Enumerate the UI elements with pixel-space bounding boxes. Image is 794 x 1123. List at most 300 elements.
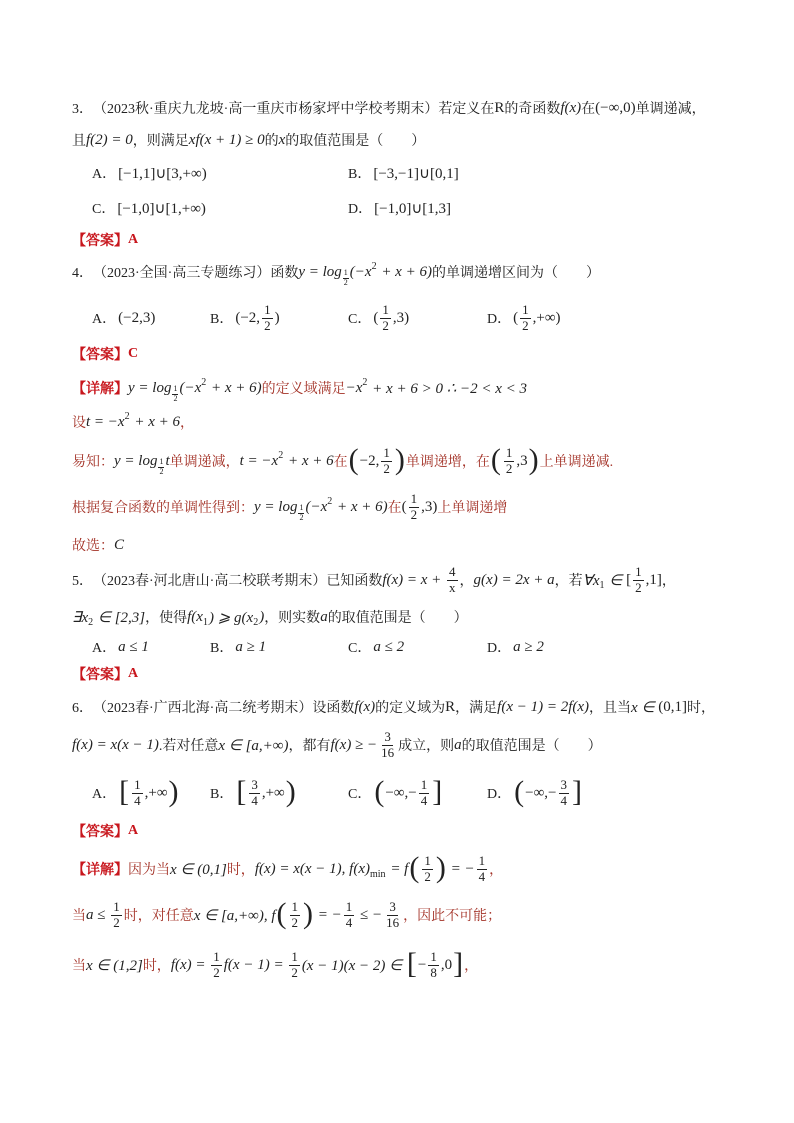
math-expression: f(x) <box>354 698 376 715</box>
large-bracket: [ <box>236 775 247 808</box>
math-expression: xf(x + 1) ≥ 0 <box>188 131 265 148</box>
math-expression: (−2,3) <box>118 309 156 326</box>
option-value <box>118 310 155 327</box>
math-expression: a ≤ <box>86 906 110 923</box>
fraction <box>384 900 401 930</box>
text-run: 上单调递增 <box>437 501 508 516</box>
math-expression: ) <box>274 309 280 326</box>
math-expression: − <box>417 956 427 973</box>
detail-label: 【详解】 <box>72 863 128 878</box>
text-run: 当 <box>72 909 86 924</box>
detail-text <box>72 443 614 476</box>
text-run: 单调递增，在 <box>405 455 490 470</box>
math-expression: [−1,1]∪[3,+∞) <box>118 165 207 182</box>
math-expression: ∈ <box>605 572 627 589</box>
question-5-stem-text <box>326 565 676 595</box>
question-6-detail-line-3 <box>72 945 478 985</box>
option-label: B． <box>210 312 234 327</box>
question-6-detail-line-2 <box>72 895 501 935</box>
option-value <box>513 639 544 656</box>
large-bracket: ) <box>303 897 314 930</box>
question-3-option-b <box>348 153 459 193</box>
fraction-denominator: 4 <box>134 792 141 808</box>
option-label: C． <box>348 787 372 802</box>
fraction-numerator: 1 <box>343 267 348 277</box>
fraction-numerator: 1 <box>113 899 120 915</box>
question-6-detail-line-1 <box>72 849 503 889</box>
answer-value: A <box>128 666 139 681</box>
option-label: B． <box>210 641 234 656</box>
math-expression: (−x <box>179 379 202 396</box>
math-expression: a ≥ 1 <box>235 638 267 655</box>
option-label: A． <box>92 167 117 182</box>
math-expression: [−1,0]∪[1,+∞) <box>117 200 206 217</box>
text-run: ，使得 <box>145 611 188 626</box>
text-run: 在 <box>333 455 348 470</box>
question-source: （2023春·河北唐山·高二校联考期末） <box>93 574 327 589</box>
fraction-numerator: 1 <box>420 777 428 793</box>
answer-label: 【答案】 <box>72 668 128 683</box>
math-expression: a <box>320 608 328 625</box>
question-6-stem-line-2 <box>72 725 602 765</box>
fraction-denominator: 2 <box>159 466 164 476</box>
math-expression: −∞,− <box>385 784 417 801</box>
math-expression: ,+∞ <box>261 784 285 801</box>
answer-label: 【答案】 <box>72 348 128 363</box>
fraction-denominator: 8 <box>430 964 437 980</box>
question-4-option-a <box>92 298 155 338</box>
text-run: 设 <box>72 416 86 431</box>
fraction-numerator: 1 <box>345 899 353 915</box>
option-value <box>373 639 404 656</box>
fraction <box>428 950 439 980</box>
math-expression: y = log <box>114 452 158 469</box>
large-bracket: ) <box>528 443 539 476</box>
option-value <box>117 199 206 218</box>
large-bracket: [ <box>119 775 130 808</box>
option-value <box>235 303 279 333</box>
math-expression: f(x − 1) = <box>223 956 288 973</box>
fraction-numerator: 1 <box>410 491 418 507</box>
math-expression: ∈ [2,3] <box>94 609 146 626</box>
math-expression: + x + 6) <box>207 379 262 396</box>
math-expression: ∃x <box>72 609 89 626</box>
answer-value: A <box>128 232 139 247</box>
question-5-stem-text <box>72 607 468 627</box>
fraction-numerator: 4 <box>449 564 456 580</box>
option-value <box>235 639 266 656</box>
math-expression: a ≥ 2 <box>513 638 544 655</box>
text-run: 的取值范围是（ ） <box>327 611 468 626</box>
question-4-detail-line-5 <box>72 525 124 565</box>
math-expression: y = log <box>254 498 298 515</box>
math-expression: a <box>454 736 462 753</box>
math-expression: g(x) = 2x + a <box>473 571 555 588</box>
text-run: 已知函数 <box>326 574 383 589</box>
math-expression: = − <box>446 860 475 877</box>
math-expression: ,+∞) <box>532 309 561 326</box>
text-run: 函数 <box>270 266 299 281</box>
answer-label: 【答案】 <box>72 234 128 249</box>
text-run: 成立，则 <box>398 739 455 754</box>
math-expression: y = log <box>128 379 172 396</box>
text-run: 当 <box>72 959 86 974</box>
text-run: 的定义域满足 <box>261 382 346 397</box>
log-base-fraction <box>298 504 304 523</box>
fraction-denominator: 4 <box>478 868 486 884</box>
text-run: 的取值范围是（ ） <box>461 739 602 754</box>
fraction <box>289 950 300 980</box>
math-expression: R <box>445 698 456 715</box>
fraction <box>111 900 122 930</box>
text-run: 时， <box>226 863 255 878</box>
option-label: C． <box>92 202 116 217</box>
fraction-denominator: 2 <box>299 512 304 522</box>
fraction-numerator: 1 <box>291 899 299 915</box>
question-4-option-c <box>348 298 409 338</box>
fraction-numerator: 1 <box>291 949 298 965</box>
text-run: ，且当 <box>589 701 632 716</box>
fraction <box>381 446 392 476</box>
text-run: 的奇函数 <box>504 102 561 117</box>
large-bracket: ( <box>490 443 501 476</box>
math-expression: ,1] <box>645 571 662 588</box>
fraction-denominator: 2 <box>635 579 642 595</box>
option-label: B． <box>210 787 234 802</box>
text-run: ， <box>489 863 504 878</box>
question-4-option-b <box>210 298 280 338</box>
detail-text <box>72 535 124 555</box>
text-run: 且 <box>72 134 86 149</box>
fraction <box>249 778 260 808</box>
fraction-numerator: 1 <box>134 777 141 793</box>
fraction-denominator: 2 <box>383 460 390 476</box>
large-bracket: ( <box>514 775 525 808</box>
subscript: min <box>370 868 386 880</box>
math-expression: ∀x <box>582 572 600 589</box>
math-expression: −x <box>345 379 363 396</box>
superscript: 2 <box>362 376 368 388</box>
option-value <box>373 775 443 808</box>
math-expression: [−1,0]∪[1,3] <box>374 200 452 217</box>
text-run: 易知： <box>72 455 114 470</box>
math-expression: f(x) ≥ − <box>330 736 378 753</box>
fraction-denominator: 16 <box>386 914 400 930</box>
fraction-denominator: 2 <box>343 277 348 287</box>
fraction-denominator: 2 <box>410 506 418 522</box>
text-run: 时， <box>687 701 716 716</box>
question-5-stem-line-1 <box>72 560 676 600</box>
fraction <box>380 303 391 333</box>
option-value <box>118 775 179 808</box>
question-5-option-d <box>487 627 544 667</box>
fraction-numerator: 3 <box>389 899 396 915</box>
text-run: ， <box>459 574 474 589</box>
option-label: A． <box>92 312 117 327</box>
text-run: ， <box>464 959 479 974</box>
math-expression: + x + 6 <box>284 452 334 469</box>
fraction <box>520 303 531 333</box>
option-label: B． <box>348 167 372 182</box>
question-6-stem-text <box>312 697 715 717</box>
detail-text <box>128 376 528 403</box>
question-3-option-a <box>92 153 207 193</box>
question-source: （2023春·广西北海·高二统考期末） <box>93 701 313 716</box>
fraction-denominator: 16 <box>381 744 395 760</box>
fraction-denominator: 2 <box>424 868 431 884</box>
math-expression: = f <box>386 860 409 877</box>
fraction-denominator: 2 <box>522 317 529 333</box>
text-run: ，都有 <box>288 739 331 754</box>
fraction-denominator: 2 <box>173 393 178 403</box>
option-value <box>235 775 296 808</box>
text-run: .若对任意 <box>158 739 219 754</box>
text-run: ，则满足 <box>132 134 189 149</box>
fraction <box>419 778 430 808</box>
superscript: 2 <box>371 260 377 272</box>
detail-text <box>128 851 504 884</box>
fraction-numerator: 1 <box>382 302 389 318</box>
text-run: ，满足 <box>455 701 498 716</box>
math-expression: (0,1] <box>658 698 688 715</box>
fraction <box>559 778 570 808</box>
option-value <box>374 199 451 218</box>
subscript: 1 <box>599 579 605 591</box>
fraction-numerator: 1 <box>430 949 437 965</box>
large-bracket: ) <box>168 775 179 808</box>
text-run: 设函数 <box>312 701 355 716</box>
superscript: 2 <box>327 495 333 507</box>
fraction <box>409 492 420 522</box>
math-expression: f(x) <box>560 99 582 116</box>
detail-text <box>72 412 194 432</box>
detail-text <box>72 897 502 930</box>
option-label: A． <box>92 787 117 802</box>
fraction-numerator: 1 <box>522 302 529 318</box>
fraction <box>447 565 458 595</box>
math-expression: f(x <box>187 608 203 625</box>
large-bracket: ( <box>348 443 359 476</box>
large-bracket: ) <box>394 443 405 476</box>
fraction-denominator: 4 <box>420 792 428 808</box>
fraction-numerator: 1 <box>424 853 431 869</box>
fraction-denominator: 2 <box>213 964 220 980</box>
text-run: 的定义域为 <box>375 701 446 716</box>
option-value <box>513 303 560 333</box>
option-label: D． <box>348 202 373 217</box>
answer-label: 【答案】 <box>72 825 128 840</box>
answer-value: A <box>128 823 139 838</box>
text-run: 时， <box>142 959 171 974</box>
large-bracket: ] <box>572 775 582 808</box>
math-expression: (−x <box>349 263 372 280</box>
math-expression: ) <box>259 608 265 625</box>
question-3-stem-text <box>72 130 425 150</box>
subscript: 2 <box>253 616 259 628</box>
math-expression: ,0 <box>440 956 453 973</box>
fraction-numerator: 1 <box>383 445 390 461</box>
detail-text <box>72 492 507 522</box>
fraction <box>504 446 515 476</box>
text-run: ， <box>179 416 194 431</box>
math-expression: + x + 6) <box>377 263 432 280</box>
fraction <box>132 778 143 808</box>
question-6-option-a <box>92 773 180 813</box>
math-expression: f(x) = <box>170 956 210 973</box>
question-6-option-b <box>210 773 297 813</box>
math-expression: f(2) = 0 <box>86 131 133 148</box>
option-value <box>118 639 149 656</box>
detail-text <box>72 947 479 980</box>
option-value <box>373 303 409 333</box>
math-expression: + x + 6) <box>333 498 388 515</box>
fraction <box>633 565 644 595</box>
math-expression: f(x − 1) = 2f(x) <box>497 698 590 715</box>
large-bracket: ) <box>435 851 446 884</box>
math-expression: ,3) <box>421 498 438 515</box>
question-4-stem-text <box>270 260 600 287</box>
log-base-fraction <box>343 269 349 288</box>
math-expression: −2, <box>359 452 380 469</box>
text-run: 单调递减， <box>635 102 706 117</box>
math-expression: t = −x <box>86 413 125 430</box>
large-bracket: ( <box>276 897 287 930</box>
math-expression: a ≤ 2 <box>373 638 405 655</box>
detail-label: 【详解】 <box>72 382 128 397</box>
math-expression: t <box>165 452 170 469</box>
math-expression: ( <box>401 498 407 515</box>
question-number: 6． <box>72 701 93 716</box>
fraction-numerator: 3 <box>560 777 567 793</box>
fraction-numerator: 1 <box>299 502 304 512</box>
question-4-detail-line-2 <box>72 402 194 442</box>
math-expression: ,3) <box>392 309 410 326</box>
question-6-answer <box>72 811 138 851</box>
math-expression: ( <box>373 309 379 326</box>
math-expression: x ∈ [a,+∞) <box>218 737 289 754</box>
question-5-option-b <box>210 627 266 667</box>
fraction <box>262 303 273 333</box>
math-expression: ,+∞ <box>144 784 168 801</box>
large-bracket: ( <box>409 851 420 884</box>
large-bracket: ( <box>374 775 385 808</box>
fraction-denominator: 2 <box>264 317 271 333</box>
option-value <box>118 164 207 183</box>
log-base-fraction <box>172 385 178 404</box>
math-expression: f(x) = x + <box>382 571 446 588</box>
math-expression: (−2, <box>235 309 261 326</box>
text-run: 上单调递减. <box>539 455 614 470</box>
question-3-option-d <box>348 188 451 228</box>
question-3-stem-text <box>438 98 705 118</box>
question-number: 3． <box>72 102 93 117</box>
question-6-option-d <box>487 773 583 813</box>
option-label: D． <box>487 787 512 802</box>
math-expression: f(x) = x(x − 1), f(x) <box>254 860 370 877</box>
math-expression: (x − 1)(x − 2) ∈ <box>301 957 406 974</box>
math-expression: C <box>114 536 125 553</box>
large-bracket: ] <box>453 947 464 980</box>
text-run: 在 <box>581 102 596 117</box>
large-bracket: [ <box>406 947 417 980</box>
fraction-denominator: 4 <box>560 792 567 808</box>
fraction-denominator: 2 <box>382 317 389 333</box>
text-run: 在 <box>387 501 402 516</box>
fraction-denominator: 4 <box>251 792 258 808</box>
math-expression: x ∈ (1,2] <box>86 957 143 974</box>
subscript: 1 <box>202 616 208 628</box>
math-expression: x ∈ <box>631 699 659 716</box>
math-expression: [ <box>626 571 632 588</box>
math-expression: [−3,−1]∪[0,1] <box>373 165 459 182</box>
text-run: 故选： <box>72 539 114 554</box>
question-source: （2023秋·重庆九龙坡·高一重庆市杨家坪中学校考期末） <box>93 102 439 117</box>
fraction-numerator: 3 <box>384 729 391 745</box>
fraction-numerator: 1 <box>159 456 164 466</box>
fraction-numerator: 3 <box>251 777 258 793</box>
superscript: 2 <box>124 410 130 422</box>
math-expression: t = −x <box>239 452 279 469</box>
math-expression: (−x <box>305 498 328 515</box>
fraction <box>422 854 433 884</box>
superscript: 2 <box>201 376 207 388</box>
fraction-denominator: 2 <box>505 460 513 476</box>
fraction <box>477 854 488 884</box>
answer-value: C <box>128 346 139 361</box>
math-expression: ,3 <box>516 452 528 469</box>
large-bracket: ] <box>432 775 443 808</box>
math-expression: −∞,− <box>525 784 557 801</box>
question-5-option-c <box>348 627 404 667</box>
question-4-detail-line-4 <box>72 487 507 527</box>
fraction-numerator: 1 <box>635 564 642 580</box>
option-value <box>373 164 458 183</box>
text-run: 若定义在 <box>438 102 495 117</box>
text-run: ，若 <box>554 574 583 589</box>
question-6-option-c <box>348 773 443 813</box>
large-bracket: ) <box>285 775 296 808</box>
fraction-numerator: 1 <box>213 949 220 965</box>
option-value <box>513 775 583 808</box>
math-expression: + x + 6 > 0 ∴ −2 < x < 3 <box>368 380 528 397</box>
fraction <box>290 900 301 930</box>
math-expression: ≤ − <box>356 906 383 923</box>
text-run: 根据复合函数的单调性得到： <box>72 501 254 516</box>
question-source: （2023·全国·高三专题练习） <box>93 266 271 281</box>
question-number: 4． <box>72 266 93 281</box>
text-run: 的取值范围是（ ） <box>285 134 426 149</box>
option-label: A． <box>92 641 117 656</box>
fraction-numerator: 1 <box>505 445 513 461</box>
fraction <box>344 900 355 930</box>
math-expression: ) ⩾ g(x <box>208 609 254 626</box>
option-label: C． <box>348 641 372 656</box>
option-label: C． <box>348 312 372 327</box>
math-expression: y = log <box>298 263 342 280</box>
math-expression: (−∞,0) <box>595 99 636 116</box>
option-label: D． <box>487 312 512 327</box>
math-expression: R <box>494 99 505 116</box>
log-base-fraction <box>158 458 164 477</box>
question-4-option-d <box>487 298 561 338</box>
option-label: D． <box>487 641 512 656</box>
question-number: 5． <box>72 574 93 589</box>
fraction-numerator: 1 <box>173 383 178 393</box>
fraction-numerator: 1 <box>264 302 271 318</box>
text-run: 单调递减， <box>169 455 240 470</box>
fraction-denominator: 2 <box>291 964 298 980</box>
question-6-stem-text <box>72 730 602 760</box>
